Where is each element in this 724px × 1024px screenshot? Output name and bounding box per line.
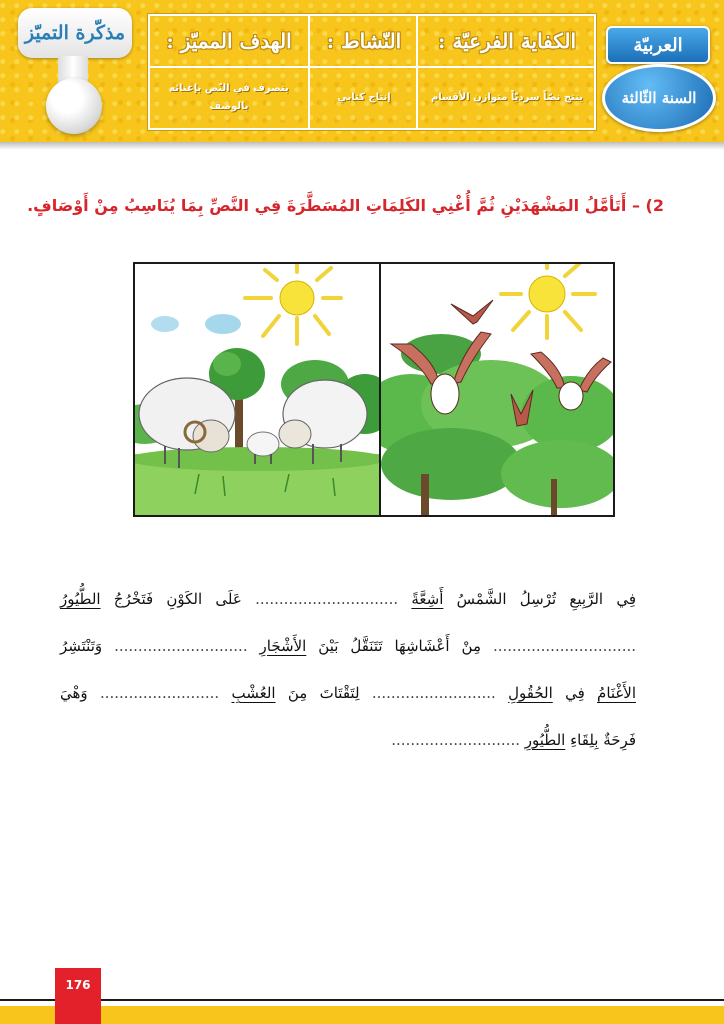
grade-badge: السنة الثّالثة [602,64,716,132]
paragraph-line-1 [60,584,636,631]
competency-title: الكفاية الفرعيّة : [418,16,596,68]
underlined-word: الأَشْجَارِ [259,637,307,655]
activity-title: النّشاط : [310,16,418,68]
paragraph-line-2 [60,631,636,678]
info-col-competency [416,16,596,128]
header-shadow [0,142,724,150]
blank-dots[interactable]: .............................. [241,590,412,608]
underlined-word: العُشْبِ [231,684,276,702]
text-segment: فِي [552,684,598,702]
underlined-word: أَشِعَّةً [411,590,444,608]
fill-in-paragraph [60,584,636,772]
underlined-word: الطُّيُورُ [60,590,101,608]
paragraph-line-3 [60,678,636,725]
text-segment: فَرِحَةٌ بِلِقَاءِ [565,731,636,749]
text-segment: لِتَقْتَاتَ مِنَ [275,684,360,702]
text-segment: وَتَنْتَشِرُ [60,637,103,655]
text-segment: عَلَى الكَوْنِ فَتَخْرُجُ [100,590,242,608]
blank-dots[interactable]: ............................ [102,637,260,655]
logo-badge [18,8,132,58]
subject-badge: العربيّة [606,26,710,64]
info-col-objective [150,16,308,128]
text-segment: وَهْيَ [60,684,88,702]
blank-dots[interactable]: ........................... [391,731,525,749]
birds-over-trees-picture [381,264,613,515]
pictures-frame [133,262,615,517]
underlined-word: الحُقُولِ [508,684,553,702]
footer-band [0,1006,724,1024]
logo-ball-icon [46,78,102,134]
page-number: 176 [55,968,101,1024]
info-table [148,14,596,130]
exercise-instruction: 2) – أَتَأمَّلُ المَشْهَدَيْنِ ثُمَّ أُغْنِي الكَلِمَاتِ المُسَطَّرَةَ فِي النَّصِّ بِمَا يُنَاسِبُ مِنْ أَوْصَافٍ. [27,196,664,215]
underlined-word: الأَغْنَامُ [597,684,636,702]
underlined-word: الطُّيُورِ [524,731,566,749]
sheep-grazing-picture [135,264,379,515]
text-segment: مِنْ أَعْشَاشِهَا تَتَنَقَّلُ بَيْنَ [306,637,482,655]
paragraph-line-4 [60,725,636,772]
blank-dots[interactable]: .......................... [359,684,509,702]
objective-content: يتصرف في النّص بإغنائه بالوصف [169,83,289,112]
logo-text: مذكّرة التميّز [24,22,126,44]
info-col-activity [308,16,418,128]
activity-content: إنتاج كتابي [337,92,391,103]
footer-rule [0,999,724,1001]
objective-title: الهدف المميّز : [150,16,308,68]
competency-content: ينتج نصّاً سرديّاً متوازن الأقسام [430,92,584,103]
blank-dots[interactable]: ......................... [87,684,232,702]
blank-dots[interactable]: .............................. [481,637,637,655]
text-segment: فِي الرَّبِيعِ تُرْسِلُ الشَّمْسُ [443,590,636,608]
